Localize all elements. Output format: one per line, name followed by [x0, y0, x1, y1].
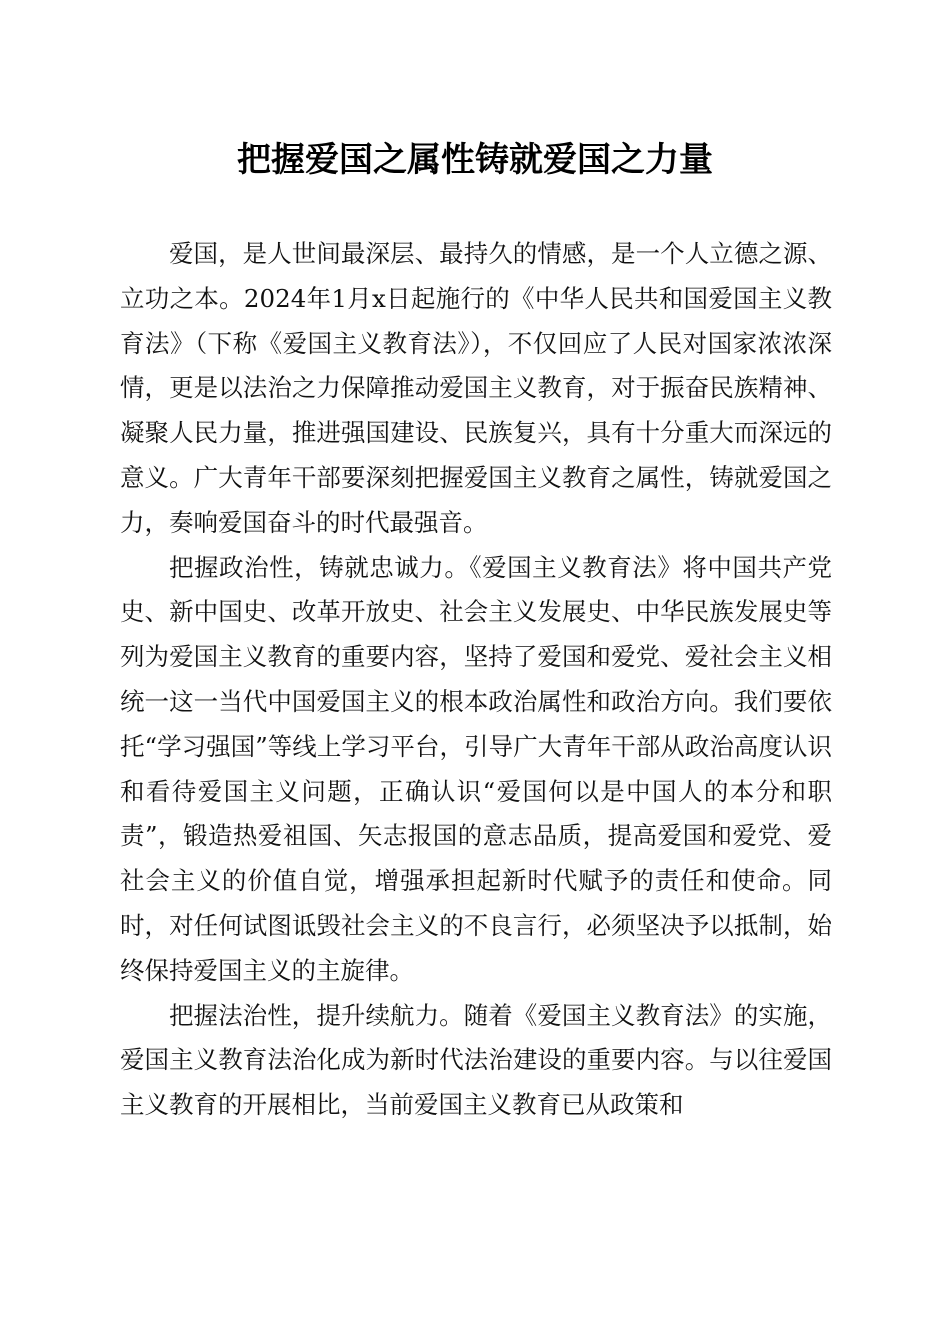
document-title: 把握爱国之属性铸就爱国之力量 — [237, 140, 713, 180]
document-body — [120, 232, 832, 1128]
paragraph-legal: 把握法治性，提升续航力。随着《爱国主义教育法》的实施，爱国主义教育法治化成为新时代法治建设的重要内容。与以往爱国主义教育的开展相比，当前爱国主义教育已从政策和 — [120, 1000, 832, 1120]
paragraph-political: 把握政治性，铸就忠诚力。《爱国主义教育法》将中国共产党史、新中国史、改革开放史、社会主义发展史、中华民族发展史等列为爱国主义教育的重要内容，坚持了爱国和爱党、爱社会主义相统一这一当代中国爱国主义的根本政治属性和政治方向。我们要依托“学习强国”等线上学习平台，引导广大青年干部从政治高度认识和看待爱国主义问题，正确认识“爱国何以是中国人的本分和职责”，锻造热爱祖国、矢志报国的意志品质，提高爱国和爱党、爱社会主义的价值自觉，增强承担起新时代赋予的责任和使命。同时，对任何试图诋毁社会主义的不良言行，必须坚决予以抵制，始终保持爱国主义的主旋律。 — [120, 552, 832, 985]
paragraph-intro: 爱国，是人世间最深层、最持久的情感，是一个人立德之源、立功之本。2024年1月x日起施行的《中华人民共和国爱国主义教育法》（下称《爱国主义教育法》），不仅回应了人民对国家浓浓深情，更是以法治之力保障推动爱国主义教育，对于振奋民族精神、凝聚人民力量，推进强国建设、民族复兴，具有十分重大而深远的意义。广大青年干部要深刻把握爱国主义教育之属性，铸就爱国之力，奏响爱国奋斗的时代最强音。 — [120, 239, 832, 537]
